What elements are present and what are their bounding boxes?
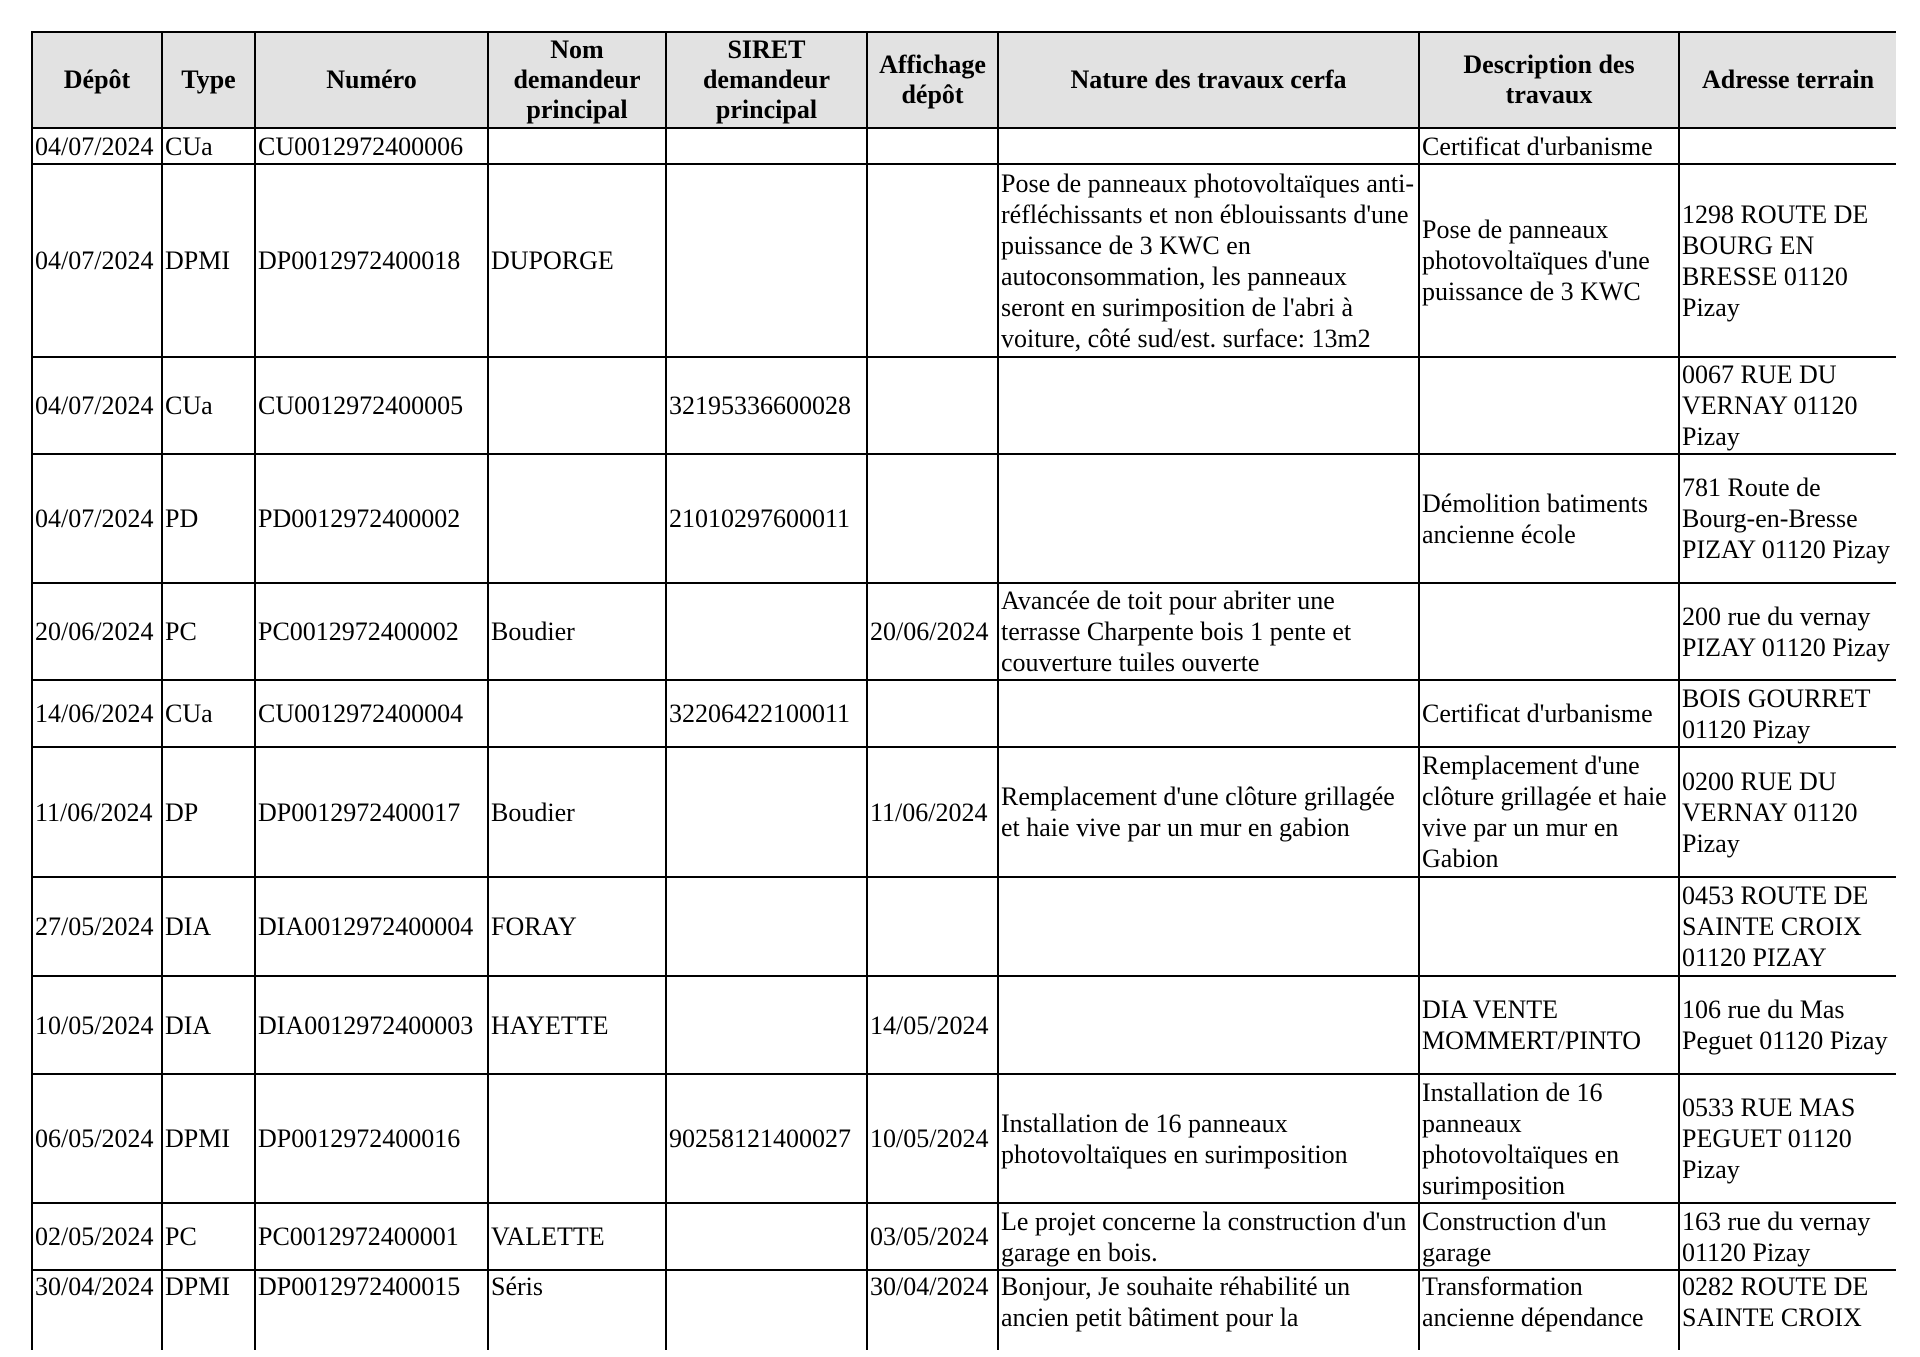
- cell-description: [1419, 357, 1679, 454]
- cell-affichage: 30/04/2024: [867, 1270, 998, 1350]
- cell-nom: Boudier: [488, 583, 666, 680]
- cell-adresse: 0282 ROUTE DE SAINTE CROIX: [1679, 1270, 1896, 1350]
- cell-nature: Bonjour, Je souhaite réhabilité un ancien petit bâtiment pour la: [998, 1270, 1419, 1350]
- cell-type: CUa: [162, 128, 255, 164]
- cell-siret: [666, 1270, 867, 1350]
- cell-affichage: [867, 164, 998, 357]
- cell-adresse: 1298 ROUTE DE BOURG EN BRESSE 01120 Pizay: [1679, 164, 1896, 357]
- table-row: [32, 877, 1896, 976]
- cell-depot: 30/04/2024: [32, 1270, 162, 1350]
- cell-nom: Boudier: [488, 747, 666, 877]
- cell-numero: PC0012972400001: [255, 1203, 488, 1270]
- cell-affichage: 11/06/2024: [867, 747, 998, 877]
- cell-numero: DP0012972400016: [255, 1074, 488, 1203]
- cell-adresse: 781 Route de Bourg-en-Bresse PIZAY 01120 Pizay: [1679, 454, 1896, 583]
- cell-siret: [666, 1203, 867, 1270]
- table-row: [32, 164, 1896, 357]
- cell-type: DPMI: [162, 1270, 255, 1350]
- cell-nom: FORAY: [488, 877, 666, 976]
- cell-description: Construction d'un garage: [1419, 1203, 1679, 1270]
- cell-adresse: [1679, 128, 1896, 164]
- cell-description: Remplacement d'une clôture grillagée et haie vive par un mur en Gabion: [1419, 747, 1679, 877]
- cell-adresse: 106 rue du Mas Peguet 01120 Pizay: [1679, 976, 1896, 1074]
- cell-description: Certificat d'urbanisme: [1419, 128, 1679, 164]
- header-nom-demandeur: Nom demandeur principal: [488, 32, 666, 128]
- cell-siret: 90258121400027: [666, 1074, 867, 1203]
- cell-depot: 04/07/2024: [32, 128, 162, 164]
- table-row: [32, 357, 1896, 454]
- cell-depot: 06/05/2024: [32, 1074, 162, 1203]
- cell-depot: 02/05/2024: [32, 1203, 162, 1270]
- table-row: [32, 128, 1896, 164]
- cell-description: [1419, 583, 1679, 680]
- cell-siret: 32206422100011: [666, 680, 867, 747]
- cell-nature: [998, 976, 1419, 1074]
- header-type: Type: [162, 32, 255, 128]
- cell-affichage: [867, 357, 998, 454]
- cell-affichage: 03/05/2024: [867, 1203, 998, 1270]
- permits-table: [31, 31, 1896, 1350]
- cell-numero: PD0012972400002: [255, 454, 488, 583]
- cell-numero: DP0012972400015: [255, 1270, 488, 1350]
- cell-siret: 21010297600011: [666, 454, 867, 583]
- cell-type: CUa: [162, 680, 255, 747]
- cell-adresse: BOIS GOURRET 01120 Pizay: [1679, 680, 1896, 747]
- cell-nature: [998, 680, 1419, 747]
- cell-affichage: 10/05/2024: [867, 1074, 998, 1203]
- cell-description: [1419, 877, 1679, 976]
- cell-description: DIA VENTE MOMMERT/PINTO: [1419, 976, 1679, 1074]
- cell-depot: 04/07/2024: [32, 164, 162, 357]
- cell-nature: Installation de 16 panneaux photovoltaïques en surimposition: [998, 1074, 1419, 1203]
- cell-siret: [666, 877, 867, 976]
- cell-description: Certificat d'urbanisme: [1419, 680, 1679, 747]
- cell-depot: 11/06/2024: [32, 747, 162, 877]
- cell-description: Installation de 16 panneaux photovoltaïques en surimposition: [1419, 1074, 1679, 1203]
- cell-description: Transformation ancienne dépendance: [1419, 1270, 1679, 1350]
- cell-type: DPMI: [162, 164, 255, 357]
- cell-siret: [666, 583, 867, 680]
- cell-description: Pose de panneaux photovoltaïques d'une puissance de 3 KWC: [1419, 164, 1679, 357]
- header-affichage-depot: Affichage dépôt: [867, 32, 998, 128]
- cell-nom: [488, 128, 666, 164]
- cell-type: DPMI: [162, 1074, 255, 1203]
- cell-affichage: 20/06/2024: [867, 583, 998, 680]
- cell-nature: Pose de panneaux photovoltaïques anti-réfléchissants et non éblouissants d'une puissance de 3 KWC en autoconsommation, les panneaux seront en surimposition de l'abri à voiture, côté sud/est. surface: 13m2: [998, 164, 1419, 357]
- table-row: [32, 454, 1896, 583]
- cell-numero: CU0012972400005: [255, 357, 488, 454]
- cell-siret: [666, 976, 867, 1074]
- cell-affichage: [867, 877, 998, 976]
- cell-nature: [998, 128, 1419, 164]
- cell-depot: 04/07/2024: [32, 357, 162, 454]
- cell-nom: [488, 357, 666, 454]
- header-adresse-terrain: Adresse terrain: [1679, 32, 1896, 128]
- cell-type: DIA: [162, 976, 255, 1074]
- cell-type: DP: [162, 747, 255, 877]
- document-page: [31, 31, 1896, 1351]
- cell-type: DIA: [162, 877, 255, 976]
- cell-affichage: [867, 680, 998, 747]
- cell-affichage: [867, 454, 998, 583]
- cell-nom: [488, 680, 666, 747]
- cell-type: PC: [162, 1203, 255, 1270]
- header-siret-demandeur: SIRET demandeur principal: [666, 32, 867, 128]
- cell-nom: [488, 1074, 666, 1203]
- cell-nature: [998, 357, 1419, 454]
- cell-numero: DP0012972400017: [255, 747, 488, 877]
- cell-affichage: 14/05/2024: [867, 976, 998, 1074]
- cell-numero: PC0012972400002: [255, 583, 488, 680]
- cell-nature: [998, 454, 1419, 583]
- header-description-travaux: Description des travaux: [1419, 32, 1679, 128]
- cell-nom: DUPORGE: [488, 164, 666, 357]
- cell-siret: 32195336600028: [666, 357, 867, 454]
- cell-nom: VALETTE: [488, 1203, 666, 1270]
- cell-numero: CU0012972400006: [255, 128, 488, 164]
- cell-description: Démolition batiments ancienne école: [1419, 454, 1679, 583]
- cell-nom: [488, 454, 666, 583]
- cell-nature: Le projet concerne la construction d'un garage en bois.: [998, 1203, 1419, 1270]
- cell-adresse: 0067 RUE DU VERNAY 01120 Pizay: [1679, 357, 1896, 454]
- table-row: [32, 680, 1896, 747]
- cell-siret: [666, 128, 867, 164]
- table-row: [32, 1074, 1896, 1203]
- cell-nature: Remplacement d'une clôture grillagée et haie vive par un mur en gabion: [998, 747, 1419, 877]
- cell-depot: 20/06/2024: [32, 583, 162, 680]
- header-numero: Numéro: [255, 32, 488, 128]
- cell-affichage: [867, 128, 998, 164]
- table-row: [32, 1203, 1896, 1270]
- cell-numero: CU0012972400004: [255, 680, 488, 747]
- table-header-row: [32, 32, 1896, 128]
- cell-adresse: 163 rue du vernay 01120 Pizay: [1679, 1203, 1896, 1270]
- cell-depot: 27/05/2024: [32, 877, 162, 976]
- cell-nom: HAYETTE: [488, 976, 666, 1074]
- cell-numero: DIA0012972400003: [255, 976, 488, 1074]
- cell-numero: DP0012972400018: [255, 164, 488, 357]
- cell-numero: DIA0012972400004: [255, 877, 488, 976]
- cell-adresse: 0453 ROUTE DE SAINTE CROIX 01120 PIZAY: [1679, 877, 1896, 976]
- cell-type: CUa: [162, 357, 255, 454]
- cell-adresse: 0533 RUE MAS PEGUET 01120 Pizay: [1679, 1074, 1896, 1203]
- cell-type: PD: [162, 454, 255, 583]
- cell-depot: 10/05/2024: [32, 976, 162, 1074]
- cell-depot: 14/06/2024: [32, 680, 162, 747]
- cell-siret: [666, 164, 867, 357]
- table-row: [32, 747, 1896, 877]
- cell-type: PC: [162, 583, 255, 680]
- cell-adresse: 0200 RUE DU VERNAY 01120 Pizay: [1679, 747, 1896, 877]
- cell-siret: [666, 747, 867, 877]
- cell-depot: 04/07/2024: [32, 454, 162, 583]
- cell-adresse: 200 rue du vernay PIZAY 01120 Pizay: [1679, 583, 1896, 680]
- header-nature-travaux: Nature des travaux cerfa: [998, 32, 1419, 128]
- table-row: [32, 976, 1896, 1074]
- cell-nature: [998, 877, 1419, 976]
- cell-nom: Séris: [488, 1270, 666, 1350]
- header-depot: Dépôt: [32, 32, 162, 128]
- table-row: [32, 583, 1896, 680]
- table-row: [32, 1270, 1896, 1350]
- cell-nature: Avancée de toit pour abriter une terrasse Charpente bois 1 pente et couverture tuiles ouverte: [998, 583, 1419, 680]
